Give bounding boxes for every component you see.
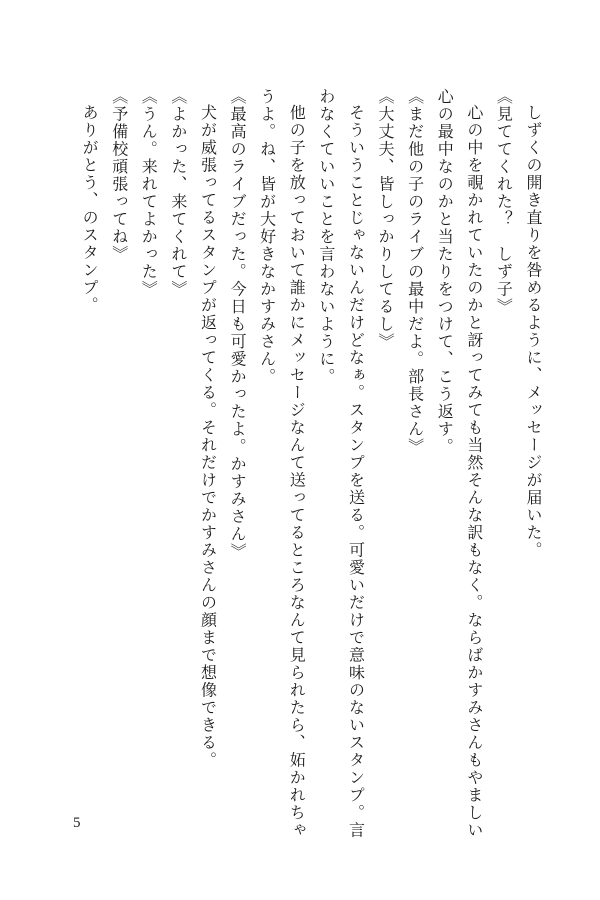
text-line: 《まだ他の子のライブの最中だよ。部長さん》	[405, 88, 425, 456]
text-line: 《うん。来れてよかった》	[139, 88, 159, 298]
text-line: 《予備校頑張ってね》	[109, 88, 129, 263]
vertical-text-block	[75, 88, 549, 839]
text-line: 心の最中なのかと当たりをつけて、こう返す。	[435, 88, 455, 456]
text-line: 心の中を覗かれていたのかと訝ってみても当然そんな訳もなく。ならばかすみさんもやましい	[464, 104, 484, 839]
text-line: うよ。ね、皆が大好きなかすみさん。	[257, 88, 277, 386]
text-line: 《よかった、来てくれて》	[168, 88, 188, 298]
page-number: 5	[73, 815, 81, 831]
text-line: そういうことじゃないんだけどなぁ。スタンプを送る。可愛いだけで意味のないスタンプ。言	[346, 104, 366, 839]
text-line: ありがとう、のスタンプ。	[80, 104, 100, 314]
text-line: 《最高のライブだった。今日も可愛かったよ。かすみさん》	[228, 88, 248, 561]
text-line: しずくの開き直りを咎めるように、メッセージが届いた。	[524, 104, 543, 559]
text-line: 《見ててくれた？ しず子》	[494, 88, 514, 316]
text-line: 犬が威張ってるスタンプが返ってくる。それだけでかすみさんの顔まで想像できる。	[198, 104, 218, 769]
text-line: 他の子を放っておいて誰かにメッセージなんて送ってるところなんて見られたら、妬かれちゃ	[287, 104, 307, 839]
text-line: 《大丈夫、皆しっかりしてるし》	[376, 88, 396, 351]
text-line: わなくていいことを言わないように。	[316, 88, 336, 386]
